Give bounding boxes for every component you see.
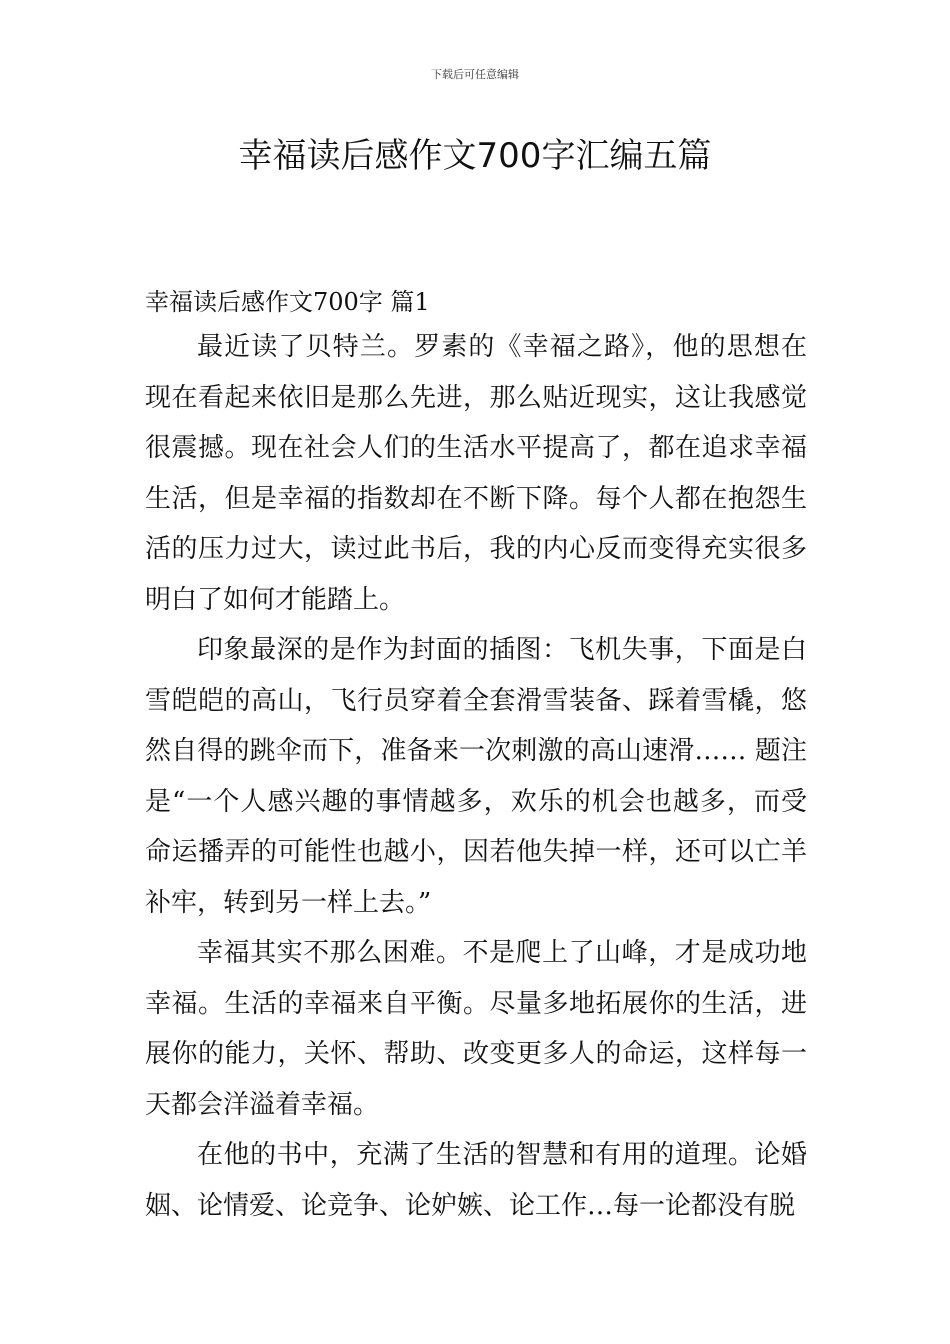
header-note: 下载后可任意编辑: [431, 68, 519, 81]
paragraph: 最近读了贝特兰。罗素的《幸福之路》，他的思想在现在看起来依旧是那么先进，那么贴近现实，这让我感觉很震撼。现在社会人们的生活水平提高了，都在追求幸福生活，但是幸福的指数却在不断下降。每个人都在抱怨生活的压力过大，读过此书后，我的内心反而变得充实很多明白了如何才能踏上。: [145, 332, 807, 615]
section-heading: 幸福读后感作文700字 篇1: [145, 288, 430, 316]
document-body: [145, 322, 807, 1231]
paragraph: 印象最深的是作为封面的插图：飞机失事，下面是白雪皑皑的高山，飞行员穿着全套滑雪装备、踩着雪橇，悠然自得的跳伞而下，准备来一次刺激的高山速滑…… 题注是“一个人感兴趣的事情越多，欢乐的机会也越多，而受命运播弄的可能性也越小，因若他失掉一样，还可以亡羊补牢，转到另一样上去。”: [145, 635, 807, 918]
paragraph: 幸福其实不那么困难。不是爬上了山峰，才是成功地幸福。生活的幸福来自平衡。尽量多地拓展你的生活，进展你的能力，关怀、帮助、改变更多人的命运，这样每一天都会洋溢着幸福。: [145, 938, 807, 1120]
paragraph: 在他的书中，充满了生活的智慧和有用的道理。论婚姻、论情爱、论竞争、论妒嫉、论工作…每一论都没有脱: [145, 1140, 807, 1221]
document-title: 幸福读后感作文700字汇编五篇: [238, 136, 712, 176]
